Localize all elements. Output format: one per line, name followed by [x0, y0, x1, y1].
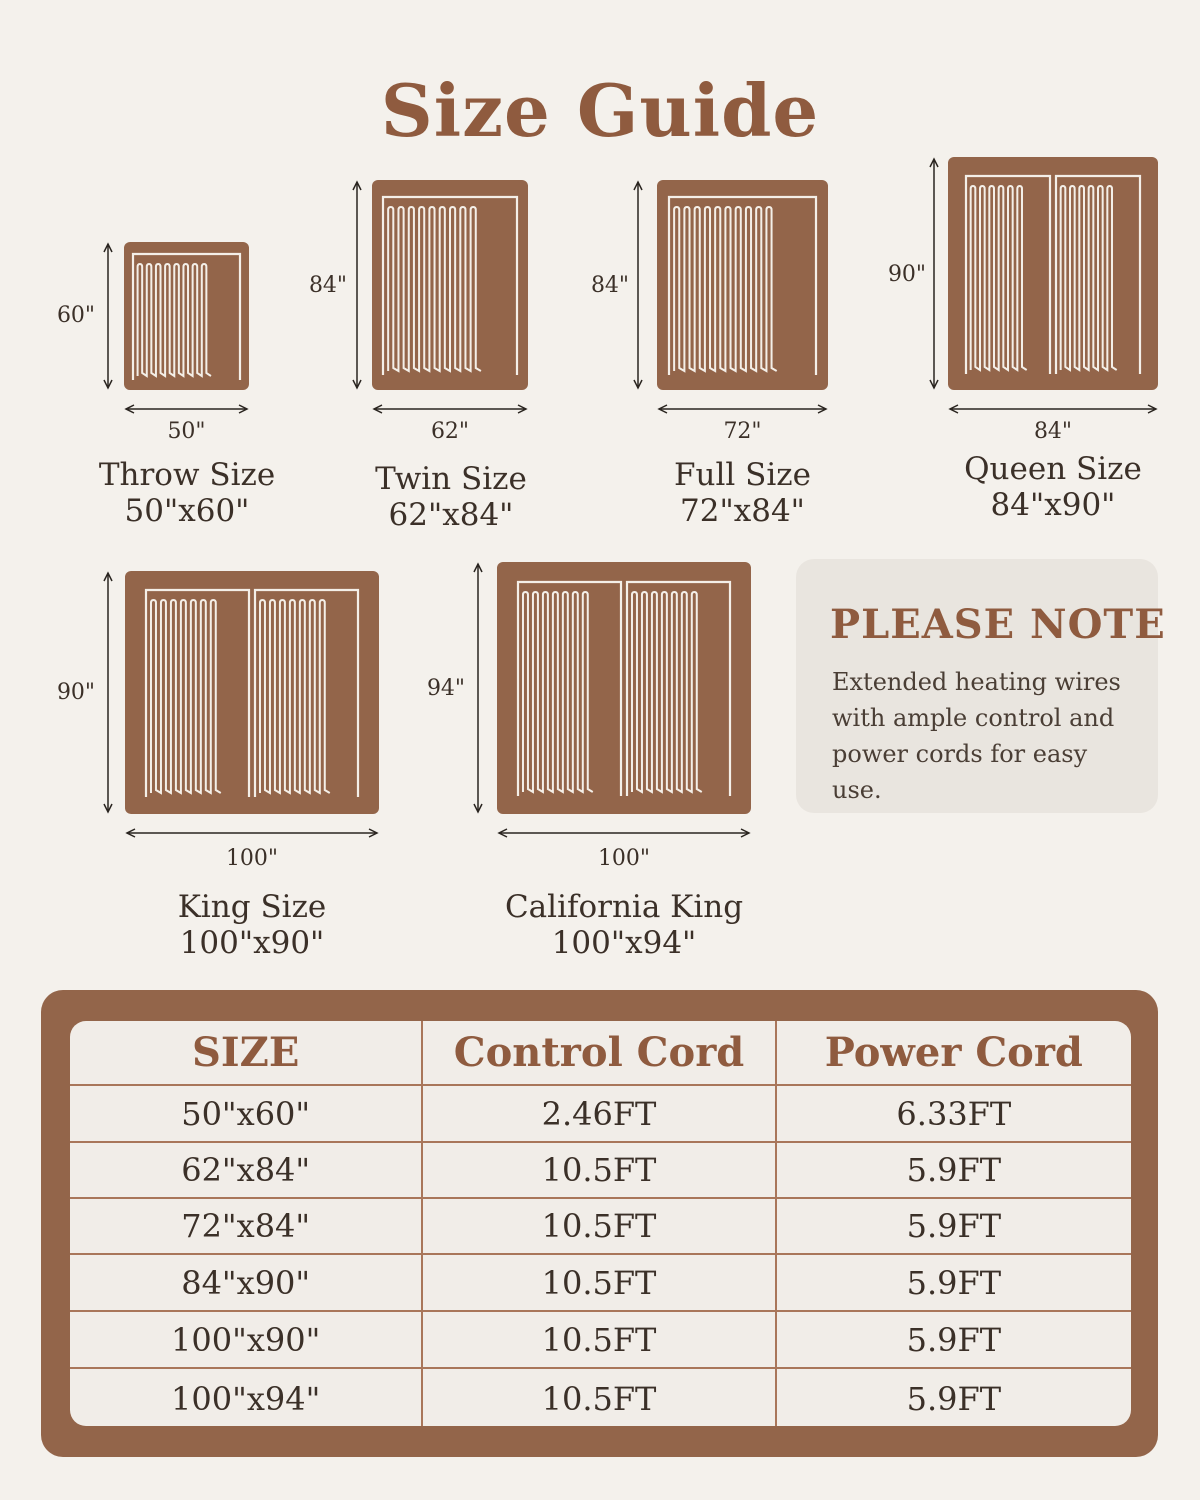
height-label-california-king: 94" [426, 676, 466, 701]
size-name-queen [940, 451, 1166, 523]
size-title: California King [504, 889, 744, 925]
size-title: King Size [177, 889, 327, 925]
cell-control-cord: 10.5FT [423, 1143, 776, 1197]
cell-control-cord: 10.5FT [423, 1255, 776, 1310]
size-title: Queen Size [964, 451, 1142, 487]
cell-size: 84"x90" [70, 1255, 423, 1310]
size-name-king [125, 889, 379, 961]
width-label-california-king: 100" [597, 846, 651, 871]
table-row [70, 1367, 1131, 1426]
table-row [70, 1197, 1131, 1253]
height-label-king: 90" [56, 680, 96, 705]
cell-control-cord: 2.46FT [423, 1086, 776, 1141]
size-dims: 50"x60" [124, 493, 250, 529]
cell-size: 50"x60" [70, 1086, 423, 1141]
width-label-twin: 62" [430, 419, 470, 444]
size-name-twin [340, 461, 562, 533]
blanket-body [497, 562, 751, 814]
heating-wire-serpentine [632, 592, 702, 792]
size-dims: 84"x90" [990, 487, 1116, 523]
height-label-throw: 60" [56, 303, 96, 328]
table-row [70, 1084, 1131, 1141]
table-row [70, 1310, 1131, 1367]
cell-control-cord: 10.5FT [423, 1369, 776, 1426]
cell-power-cord: 5.9FT [906, 1379, 1002, 1418]
size-name-throw [70, 457, 304, 529]
heating-wire-serpentine [523, 592, 593, 792]
note-body: Extended heating wires with ample control and power cords for easy use. [832, 668, 1121, 804]
please-note-box [796, 559, 1166, 813]
height-label-full: 84" [590, 273, 630, 298]
cell-size: 62"x84" [70, 1143, 423, 1197]
size-title: Full Size [674, 457, 811, 493]
table-row [70, 1253, 1131, 1310]
width-label-king: 100" [225, 846, 279, 871]
cell-size: 72"x84" [70, 1199, 423, 1253]
cell-power-cord: 5.9FT [906, 1207, 1002, 1245]
size-title: Throw Size [98, 457, 276, 493]
size-name-full [630, 457, 855, 529]
width-label-throw: 50" [167, 419, 206, 444]
size-dims: 100"x94" [551, 925, 697, 961]
width-label-full: 72" [723, 419, 762, 444]
cell-control-cord: 10.5FT [423, 1199, 776, 1253]
size-dims: 62"x84" [388, 497, 514, 533]
size-dims: 72"x84" [680, 493, 805, 529]
page-title: Size Guide [380, 68, 820, 153]
cord-length-table-frame [41, 990, 1158, 1457]
height-label-twin: 84" [308, 273, 348, 298]
table-row [70, 1141, 1131, 1197]
cell-power-cord: 5.9FT [906, 1151, 1002, 1189]
size-dims: 100"x90" [179, 925, 325, 961]
width-label-queen: 84" [1033, 419, 1073, 444]
cell-size: 100"x94" [70, 1369, 423, 1426]
cord-length-table [70, 1021, 1131, 1426]
height-label-queen: 90" [887, 262, 927, 287]
cell-power-cord: 5.9FT [906, 1263, 1002, 1302]
size-name-california-king [480, 889, 768, 961]
note-title: PLEASE NOTE [830, 601, 1166, 648]
cell-control-cord: 10.5FT [423, 1312, 776, 1367]
size-title: Twin Size [375, 461, 527, 497]
column-header-power-cord: Power Cord [824, 1029, 1083, 1076]
column-header-control-cord: Control Cord [423, 1021, 776, 1084]
cell-power-cord: 6.33FT [896, 1094, 1012, 1133]
cell-size: 100"x90" [70, 1312, 423, 1367]
table-header-row [70, 1021, 1131, 1086]
cell-power-cord: 5.9FT [906, 1320, 1002, 1359]
column-header-size: SIZE [70, 1021, 423, 1084]
